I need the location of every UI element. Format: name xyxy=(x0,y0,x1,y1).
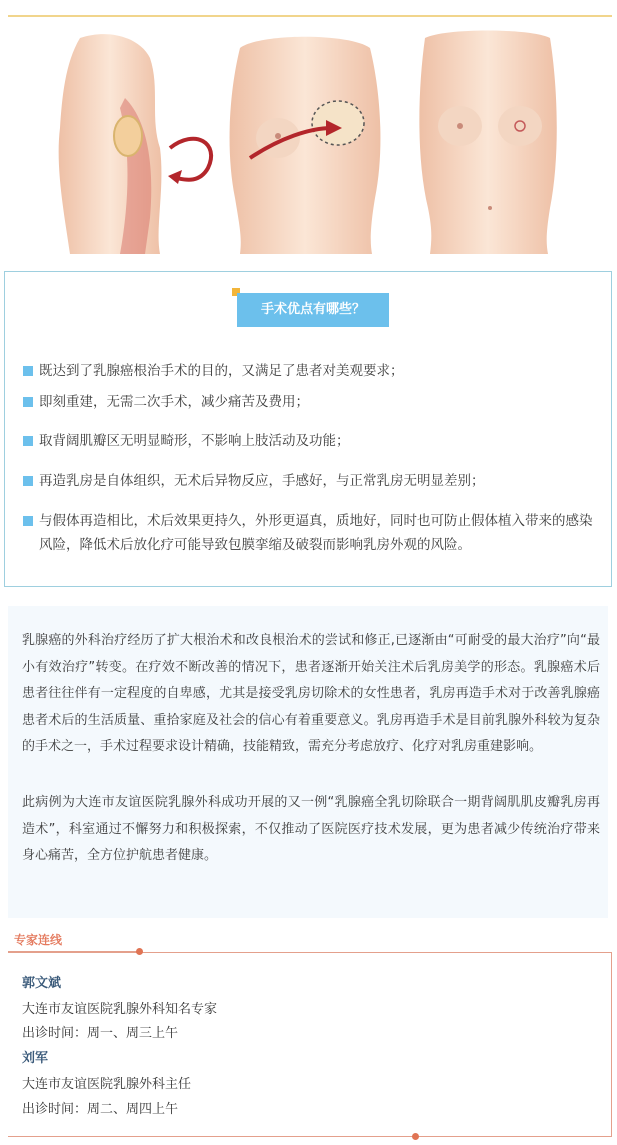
advantages-box xyxy=(4,271,612,587)
advantage-item: 既达到了乳腺癌根治手术的目的，又满足了患者对美观要求； xyxy=(23,359,597,383)
square-bullet-icon xyxy=(23,366,33,376)
advantage-item: 即刻重建，无需二次手术，减少痛苦及费用； xyxy=(23,390,597,414)
expert-divider xyxy=(8,951,139,952)
advantage-item: 再造乳房是自体组织，无术后异物反应，手感好，与正常乳房无明显差别； xyxy=(23,469,597,493)
expert-name: 郭文斌 xyxy=(22,976,62,991)
divider-dot xyxy=(136,948,143,955)
figure-back-view xyxy=(59,34,211,254)
article-paragraph: 乳腺癌的外科治疗经历了扩大根治术和改良根治术的尝试和修正,已逐渐由“可耐受的最大治疗”向“最小有效治疗”转变。在疗效不断改善的情况下，患者逐渐开始关注术后乳房美学的形态。乳腺癌术后患者往往伴有一定程度的自卑感，尤其是接受乳房切除术的女性患者，乳房再造手术对于改善乳腺癌患者术后的生活质量、重拾家庭及社会的信心有着重要意义。乳房再造手术是目前乳腺外科较为复杂的手术之一，手术过程要求设计精确，技能精致，需充分考虑放疗、化疗对乳房重建影响。 xyxy=(22,633,600,754)
square-bullet-icon xyxy=(23,397,33,407)
article-text-box xyxy=(8,606,608,918)
expert-name: 刘军 xyxy=(22,1051,49,1066)
square-bullet-icon xyxy=(23,516,33,526)
divider-dot xyxy=(412,1133,419,1140)
figure-front-flap xyxy=(230,37,381,254)
article-paragraph: 此病例为大连市友谊医院乳腺外科成功开展的又一例“乳腺癌全乳切除联合一期背阔肌肌皮瓣乳房再造术”，科室通过不懈努力和积极探索，不仅推动了医院医疗技术发展，更为患者减少传统治疗带来身心痛苦，全方位护航患者健康。 xyxy=(22,795,600,863)
surgery-illustration xyxy=(50,28,562,254)
advantages-title: 手术优点有哪些？ xyxy=(237,293,389,327)
expert-clinic-time: 出诊时间：周一、周三上午 xyxy=(22,1026,179,1041)
advantage-item: 取背阔肌瓣区无明显畸形，不影响上肢活动及功能； xyxy=(23,429,597,453)
top-divider xyxy=(8,15,612,17)
figure-reconstructed xyxy=(419,31,556,255)
square-bullet-icon xyxy=(23,476,33,486)
expert-title: 大连市友谊医院乳腺外科主任 xyxy=(22,1077,192,1092)
illustration-svg xyxy=(50,28,562,254)
expert-section-label: 专家连线 xyxy=(14,933,63,947)
square-bullet-icon xyxy=(23,436,33,446)
expert-title: 大连市友谊医院乳腺外科知名专家 xyxy=(22,1002,218,1017)
advantage-item: 与假体再造相比，术后效果更持久，外形更逼真，质地好，同时也可防止假体植入带来的感染风险，降低术后放化疗可能导致包膜挛缩及破裂而影响乳房外观的风险。 xyxy=(23,509,597,557)
expert-clinic-time: 出诊时间：周二、周四上午 xyxy=(22,1102,179,1117)
